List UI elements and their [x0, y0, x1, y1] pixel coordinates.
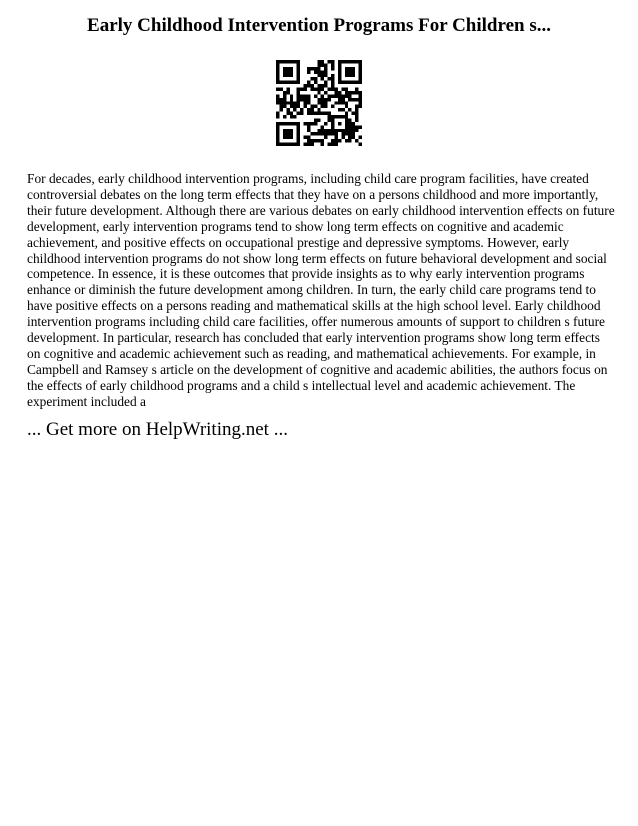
get-more-link[interactable]: ... Get more on HelpWriting.net ...	[27, 419, 288, 440]
document-title: Early Childhood Intervention Programs For Children s...	[87, 15, 551, 36]
qr-code-graphic	[276, 60, 362, 146]
document-body: For decades, early childhood intervention programs, including child care program facilities, have created controversial debates on the long term effects that they have on a persons childhood and more importantly, their future development. Although there are various debates on early childhood intervention effects on future development, early intervention programs tend to show long term effects on cognitive and academic achievement, and positive effects on occupational prestige and depressive symptoms. However, early childhood intervention programs do not show long term effects on future behavioral development and social competence. In essence, it is these outcomes that provide insights as to why early intervention programs enhance or diminish the future development among children. In turn, the early child care programs tend to have positive effects on a persons reading and mathematical skills at the high school level. Early childhood intervention programs including child care facilities, offer numerous amounts of support to children s future development. In particular, research has concluded that early intervention programs show long term effects on cognitive and academic achievement such as reading, and mathematical achievements. For example, in Campbell and Ramsey s article on the development of cognitive and academic abilities, the authors focus on the effects of early childhood programs and a child s intellectual level and academic achievement. The experiment included a	[27, 171, 615, 409]
qr-code-icon[interactable]	[276, 60, 362, 146]
